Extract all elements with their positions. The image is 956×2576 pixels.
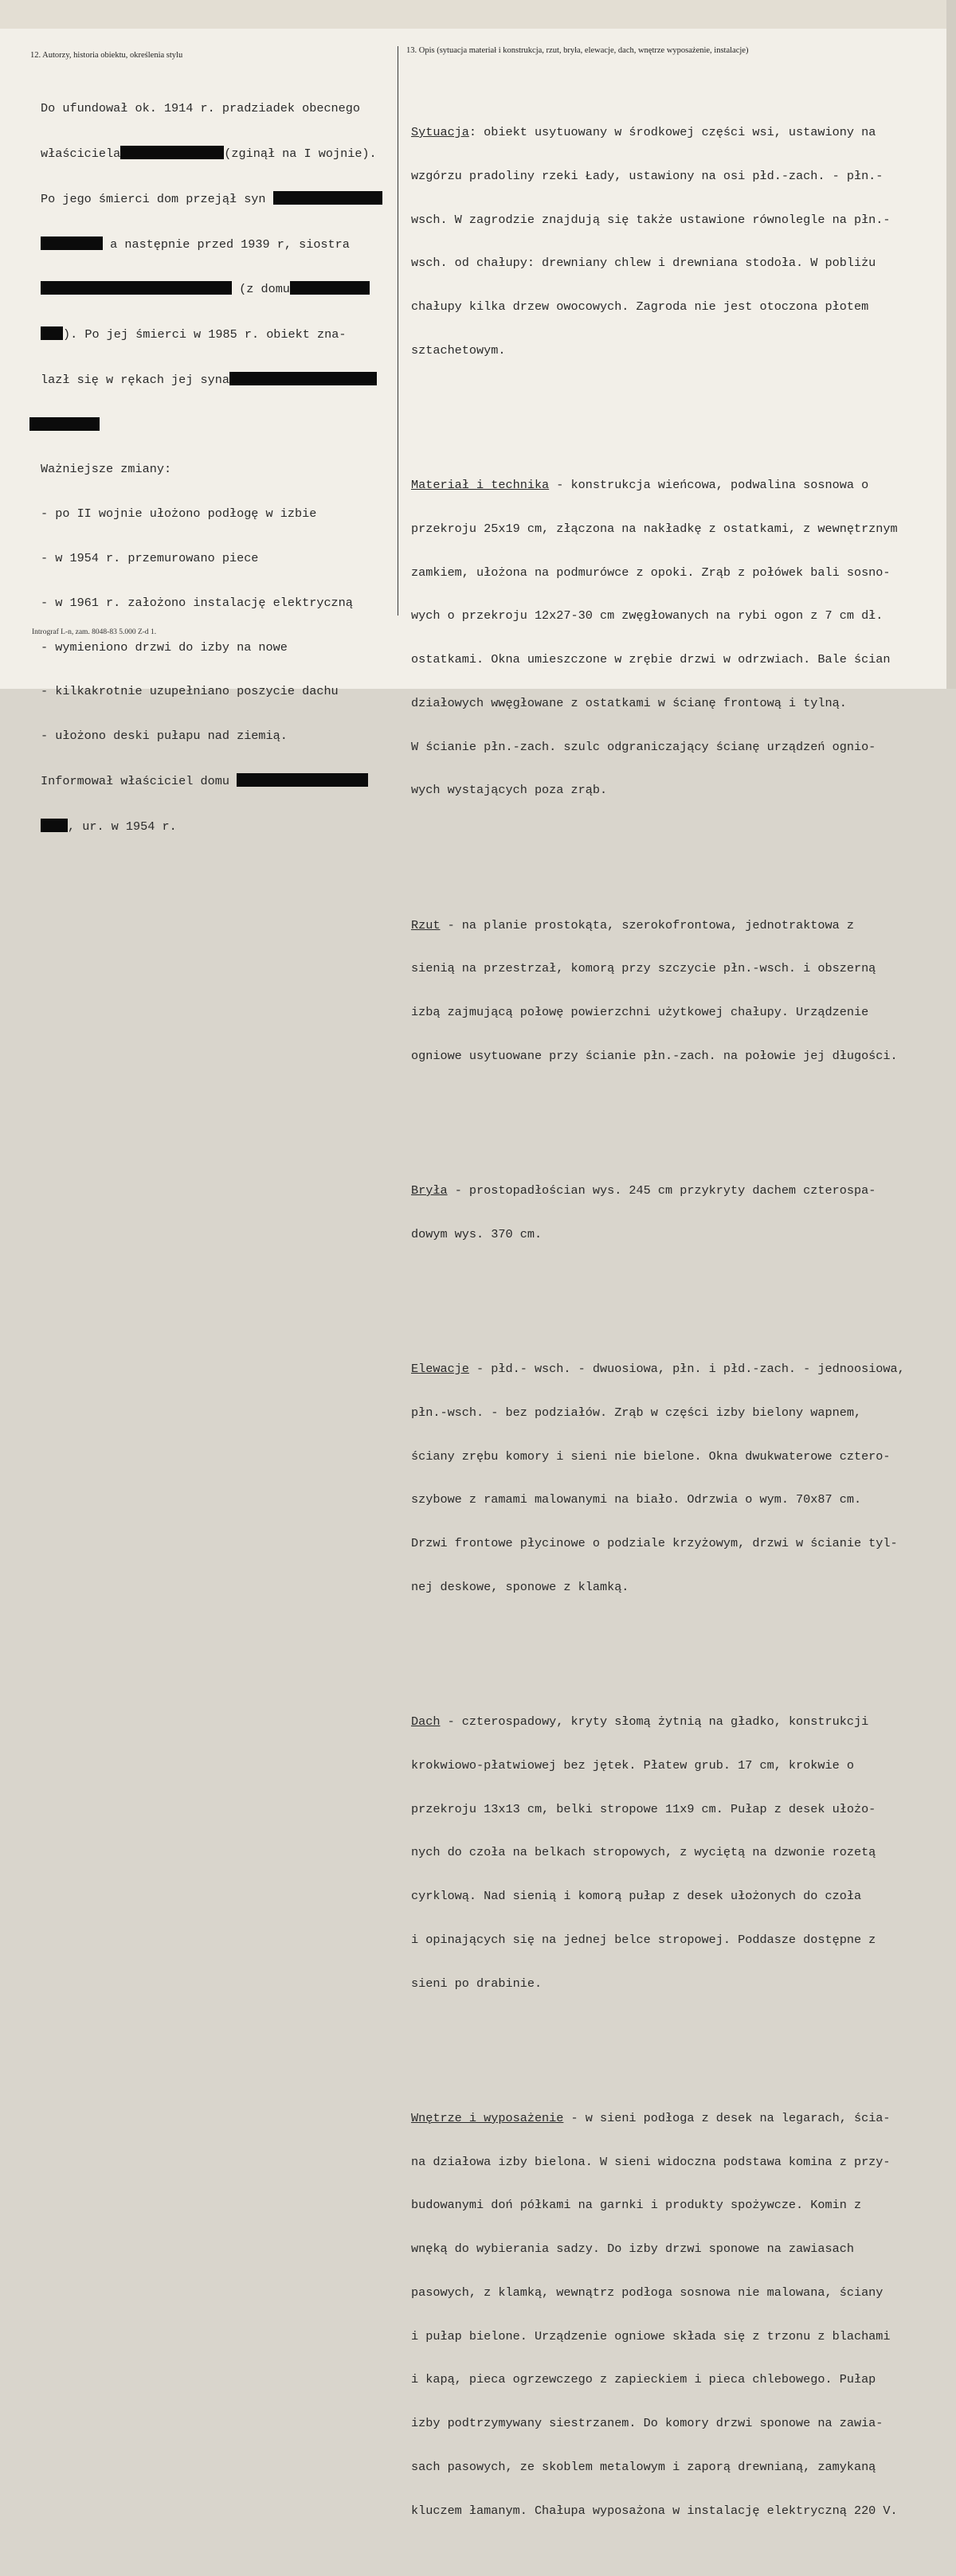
left-line: Do ufundował ok. 1914 r. pradziadek obecnego [41, 101, 361, 116]
left-line: - po II wojnie ułożono podłogę w izbie [41, 506, 317, 522]
section-material: Materiał i technika - konstrukcja wieńcowa, podwalina sosnowa o przekroju 25x19 cm, złączona na nakładkę z ostatkami, z wewnętrznym zamkiem, ułożona na podmurówce z opoki. Zrąb z połówek bali sosno- wych o przekroju 12x27-30 cm zwęgłowanych na rybi ogon z 7 cm dł. ostatkami. Okna umieszczone w zrębie drzwi w odrzwiach. Bale ścian działowych wwęgłowane z ostatkami w ścianę frontową i tylną. W ścianie płn.-zach. szulc odgraniczający ścianę urządzeń ognio- wych wystających poza zrąb. [411, 478, 898, 798]
left-line: Informował właściciel domu [41, 773, 382, 789]
redaction-bar [29, 417, 100, 431]
redaction-bar [290, 281, 370, 295]
section-heading: Wnętrze i wyposażenie [411, 2110, 564, 2125]
redaction-bar [41, 236, 103, 250]
section-bryla: Bryła - prostopadłościan wys. 245 cm przykryty dachem czterospa- dowym wys. 370 cm. [411, 1183, 876, 1241]
left-line: lazł się w rękach jej syna [41, 372, 382, 388]
redaction-bar [273, 191, 382, 205]
section-heading: Rzut [411, 917, 441, 932]
section-wnetrze: Wnętrze i wyposażenie - w sieni podłoga z desek na legarach, ścia- na działowa izby bielona. W sieni widoczna podstawa komina z przy- budowanymi doń półkami na garnki i produkty spożywcze. Komin z wnęką do wybierania sadzy. Do izby drzwi sponowe na zawiasach pasowych, z klamką, wewnątrz podłoga sosnowa nie malowana, ściany i pułap bielone. Urządzenie ogniowe składa się z trzonu z blachami i kapą, pieca ogrzewczego z zapieckiem i pieca chlebowego. Pułap izby podtrzymywany siestrzanem. Do komory drzwi sponowe na zawia- sach pasowych, ze skoblem metalowym i zaporą drewnianą, zamykaną kluczem łamanym. Chałupa wyposażona w instalację elektryczną 220 V. [411, 2110, 898, 2518]
redaction-bar [41, 819, 68, 832]
section-heading: Materiał i technika [411, 478, 550, 492]
section-heading: Bryła [411, 1183, 448, 1198]
redaction-bar [41, 281, 232, 295]
redaction-bar [237, 773, 368, 787]
left-line: , ur. w 1954 r. [41, 819, 382, 835]
left-line: a następnie przed 1939 r, siostra [41, 236, 382, 252]
left-line: Po jego śmierci dom przejął syn [41, 191, 382, 207]
left-line: (z domu [41, 281, 382, 297]
left-line: - kilkakrotnie uzupełniano poszycie dachu [41, 684, 339, 699]
right-column-text [411, 67, 905, 2576]
left-line: ). Po jej śmierci w 1985 r. obiekt zna- [41, 326, 382, 342]
left-line: - wymieniono drzwi do izby na nowe [41, 639, 288, 655]
left-line: - w 1954 r. przemurowano piece [41, 551, 259, 565]
left-line: Ważniejsze zmiany: [41, 462, 172, 477]
redaction-bar [229, 372, 377, 385]
left-line: - ułożono deski pułapu nad ziemią. [41, 729, 288, 744]
left-line: właściciela (zginął na I wojnie). [41, 146, 377, 161]
left-line [29, 417, 382, 433]
section-sytuacja: Sytuacja: obiekt usytuowany w środkowej części wsi, ustawiony na wzgórzu pradoliny rzeki Łady, ustawiony na osi płd.-zach. - płn.- wsch. W zagrodzie znajdują się także ustawione równolegle na płn.- wsch. od chałupy: drewniany chlew i drewniana stodoła. W pobliżu chałupy kilka drzew owocowych. Zagroda nie jest otoczona płotem sztachetowym. [411, 125, 891, 358]
paper-top-edge [0, 0, 956, 29]
section-heading: Sytuacja [411, 125, 469, 139]
left-line: - w 1961 r. założono instalację elektryczną [41, 595, 353, 610]
section-heading: Dach [411, 1714, 441, 1729]
redaction-bar [120, 146, 224, 159]
redaction-bar [41, 326, 63, 340]
section-elewacje: Elewacje - płd.- wsch. - dwuosiowa, płn. i płd.-zach. - jednoosiowa, płn.-wsch. - bez podziałów. Zrąb w części izby bielony wapnem, ściany zrębu komory i sieni nie bielone. Okna dwukwaterowe cztero- szybowe z ramami malowanymi na biało. Odrzwia o wym. 70x87 cm. Drzwi frontowe płycinowe o podziale krzyżowym, drzwi w ścianie tyl- nej deskowe, sponowe z klamką. [411, 1362, 905, 1594]
paper-right-edge [946, 0, 956, 689]
section-rzut: Rzut - na planie prostokąta, szerokofrontowa, jednotraktowa z sienią na przestrzał, komorą przy szczycie płn.-wsch. i obszerną izbą zajmującą połowę powierzchni użytkowej chałupy. Urządzenie ogniowe usytuowane przy ścianie płn.-zach. na połowie jej długości. [411, 917, 898, 1063]
section-heading: Elewacje [411, 1362, 469, 1376]
printer-imprint: Intrograf L-n, zam. 8048-83 5.000 Z-d 1. [32, 628, 157, 636]
section-dach: Dach - czterospadowy, kryty słomą żytnią na gładko, konstrukcji krokwiowo-płatwiowej bez jętek. Płatew grub. 17 cm, krokwie o przekroju 13x13 cm, belki stropowe 11x9 cm. Pułap z desek ułożo- nych do czoła na belkach stropowych, z wyciętą na dzwonie rozetą cyrklową. Nad sienią i komorą pułap z desek ułożonych do czoła i opinających się na jednej belce stropowej. Poddasze dostępne z sieni po drabinie. [411, 1714, 876, 1991]
field-12-heading: 12. Autorzy, historia obiektu, określenia stylu [30, 51, 183, 60]
left-column-text [41, 72, 382, 863]
field-13-heading: 13. Opis (sytuacja materiał i konstrukcja, rzut, bryła, elewacje, dach, wnętrze wyposażenie, instalacje) [406, 46, 749, 55]
